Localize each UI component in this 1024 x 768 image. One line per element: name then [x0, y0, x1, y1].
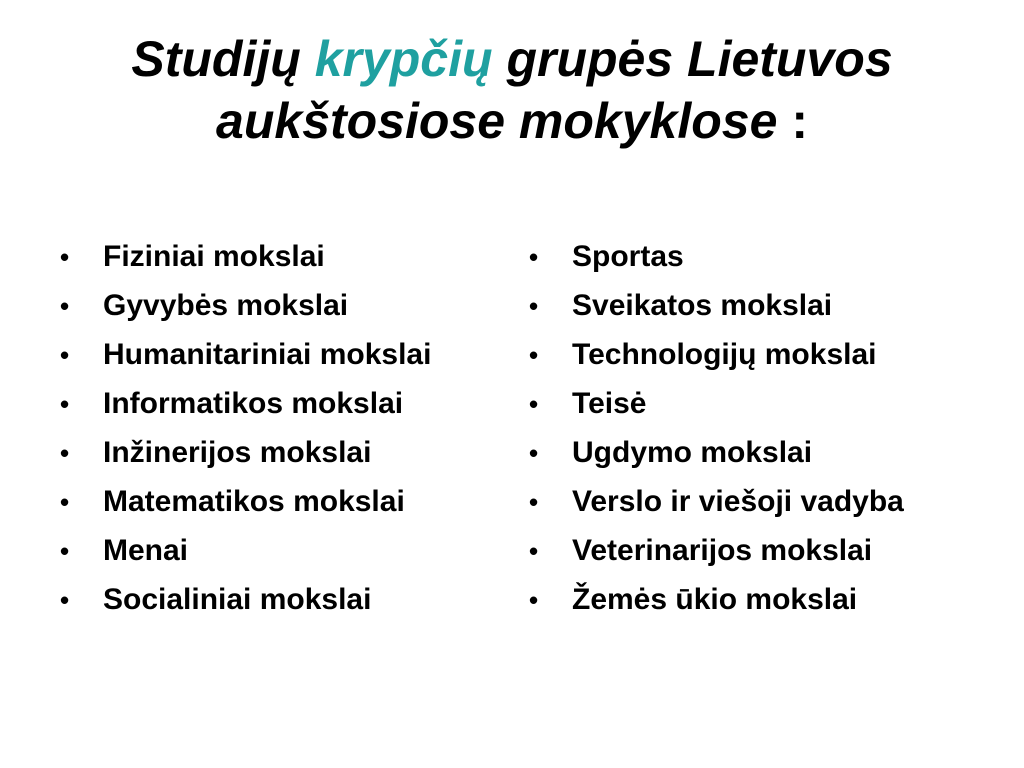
list-item — [527, 379, 987, 428]
list-item — [527, 575, 987, 624]
list-item — [527, 526, 987, 575]
list-item — [527, 330, 987, 379]
title-colon: : — [777, 93, 808, 149]
bullet-icon: • — [529, 585, 539, 615]
slide-title — [40, 28, 984, 152]
list-item-label: Gyvybės mokslai — [103, 289, 349, 322]
bullet-icon: • — [529, 340, 539, 370]
list-item-label: Žemės ūkio mokslai — [572, 583, 858, 616]
list-item-label: Verslo ir viešoji vadyba — [572, 485, 904, 518]
list-item — [527, 281, 987, 330]
list-item-label: Inžinerijos mokslai — [103, 436, 372, 469]
bullet-icon: • — [529, 242, 539, 272]
list-item — [58, 477, 498, 526]
list-item — [527, 428, 987, 477]
bullet-icon: • — [529, 291, 539, 321]
bullet-icon: • — [60, 242, 70, 272]
list-item-label: Fiziniai mokslai — [103, 240, 325, 273]
bullet-icon: • — [529, 389, 539, 419]
list-item-label: Sportas — [572, 240, 684, 273]
list-item-label: Humanitariniai mokslai — [103, 338, 432, 371]
list-item — [58, 232, 498, 281]
list-item-label: Sveikatos mokslai — [572, 289, 833, 322]
left-bullet-list — [58, 232, 498, 624]
title-text-end: grupės Lietuvos aukštosiose mokyklose — [216, 31, 893, 149]
list-item — [527, 232, 987, 281]
list-item — [58, 575, 498, 624]
list-item — [527, 477, 987, 526]
list-item — [58, 281, 498, 330]
bullet-icon: • — [529, 438, 539, 468]
bullet-icon: • — [60, 438, 70, 468]
title-accent-word: krypčių — [314, 31, 493, 87]
bullet-icon: • — [60, 487, 70, 517]
bullet-icon: • — [60, 536, 70, 566]
bullet-icon: • — [529, 536, 539, 566]
list-item-label: Ugdymo mokslai — [572, 436, 813, 469]
list-item-label: Technologijų mokslai — [572, 338, 877, 371]
list-item — [58, 428, 498, 477]
bullet-icon: • — [60, 585, 70, 615]
list-item-label: Informatikos mokslai — [103, 387, 404, 420]
list-item — [58, 379, 498, 428]
right-bullet-list — [527, 232, 987, 624]
bullet-icon: • — [60, 291, 70, 321]
bullet-icon: • — [60, 389, 70, 419]
list-item-label: Socialiniai mokslai — [103, 583, 372, 616]
bullet-icon: • — [529, 487, 539, 517]
list-item — [58, 526, 498, 575]
list-item-label: Veterinarijos mokslai — [572, 534, 873, 567]
bullet-icon: • — [60, 340, 70, 370]
list-item-label: Matematikos mokslai — [103, 485, 405, 518]
list-item — [58, 330, 498, 379]
list-item-label: Menai — [103, 534, 189, 567]
title-text-start: Studijų — [131, 31, 315, 87]
list-item-label: Teisė — [572, 387, 647, 420]
